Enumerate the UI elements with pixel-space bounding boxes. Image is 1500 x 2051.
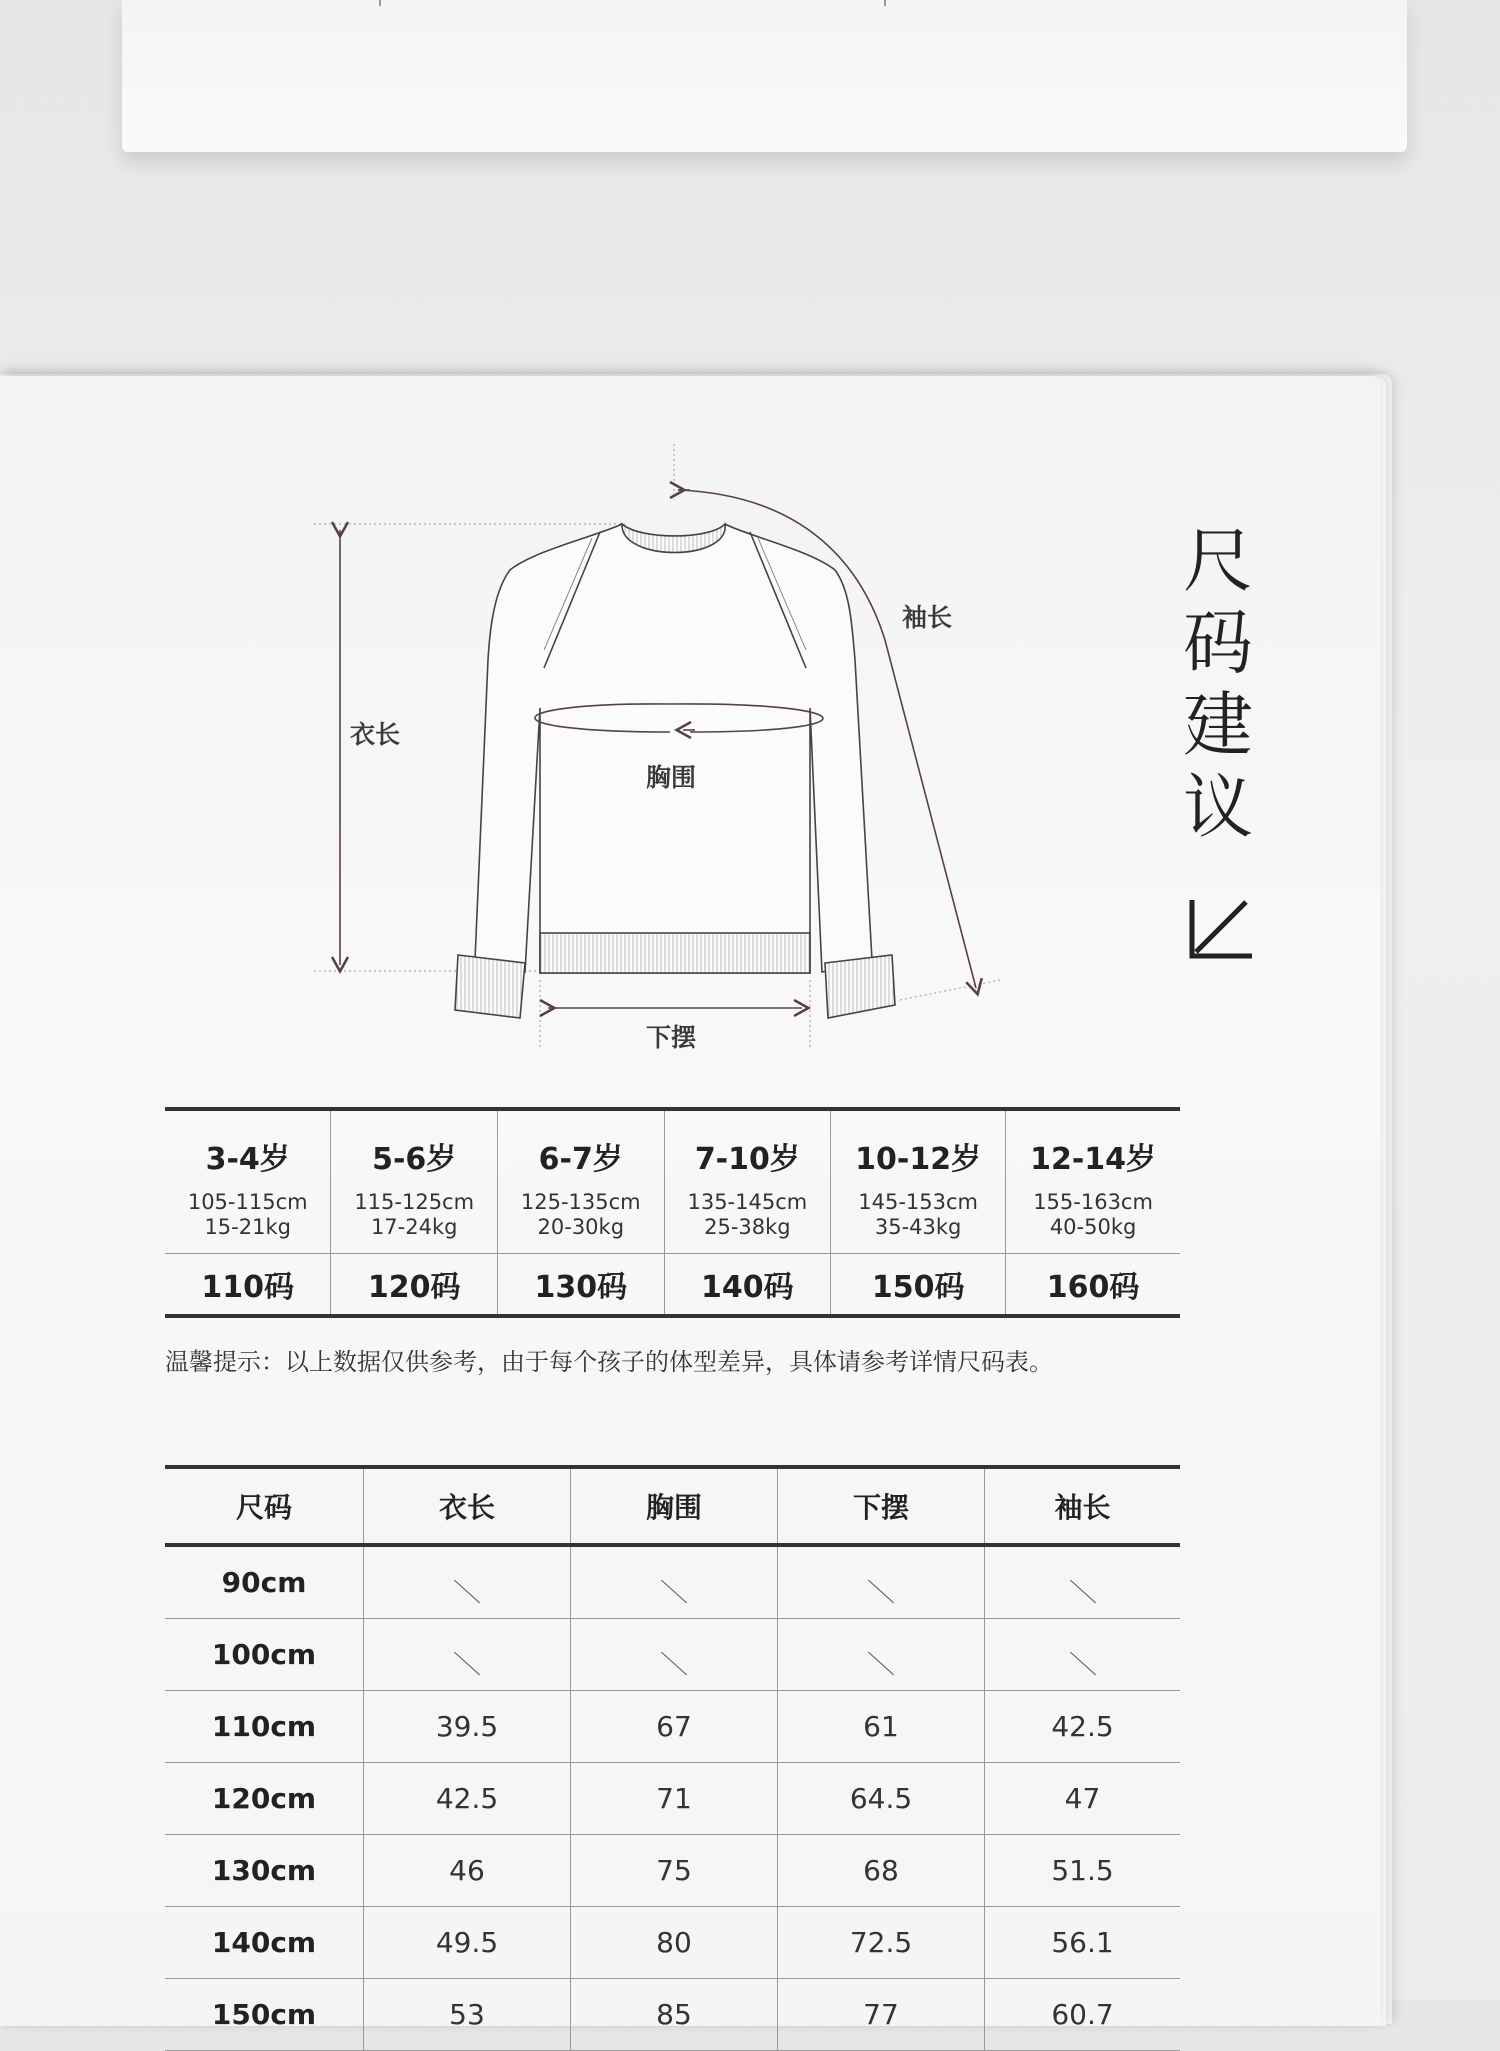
length-label: 衣长 (350, 720, 401, 749)
table-row (165, 1691, 1180, 1763)
empty-cell (985, 1619, 1181, 1691)
divider-tick (884, 0, 886, 6)
size-cell: 140cm (165, 1907, 364, 1979)
sleeve-cell: 60.7 (985, 1979, 1181, 2051)
slash-mark (868, 1652, 894, 1675)
size-cell: 90cm (165, 1545, 364, 1619)
size-code-row (165, 1254, 1180, 1317)
column-header: 胸围 (571, 1467, 778, 1545)
length-cell: 53 (364, 1979, 571, 2051)
empty-cell (364, 1545, 571, 1619)
chest-cell: 67 (571, 1691, 778, 1763)
length-cell: 42.5 (364, 1763, 571, 1835)
empty-cell (571, 1545, 778, 1619)
column-header: 衣长 (364, 1467, 571, 1545)
title-char: 建 (1183, 684, 1253, 766)
table-row (165, 1835, 1180, 1907)
table-row (165, 1545, 1180, 1619)
hem-cell: 68 (778, 1835, 985, 1907)
top-page-card (122, 0, 1407, 152)
column-header: 袖长 (985, 1467, 1181, 1545)
height-range: 155-163cm (1033, 1190, 1153, 1214)
slash-mark (454, 1652, 480, 1675)
table-row (165, 1907, 1180, 1979)
age-cell (165, 1109, 331, 1254)
size-code: 140码 (664, 1254, 831, 1317)
height-range: 115-125cm (354, 1190, 475, 1214)
age-cell (831, 1109, 1006, 1254)
weight-range: 20-30kg (537, 1215, 625, 1239)
height-range: 145-153cm (858, 1190, 979, 1214)
length-cell: 49.5 (364, 1907, 571, 1979)
age-cell (1006, 1109, 1180, 1254)
chest-label: 胸围 (646, 763, 697, 792)
chest-cell: 71 (571, 1763, 778, 1835)
empty-cell (778, 1545, 985, 1619)
empty-cell (778, 1619, 985, 1691)
table-header-row (165, 1467, 1180, 1545)
age-label: 10-12岁 (855, 1142, 982, 1177)
chest-cell: 80 (571, 1907, 778, 1979)
age-cell (497, 1109, 664, 1254)
hem-cell: 72.5 (778, 1907, 985, 1979)
weight-range: 15-21kg (204, 1215, 291, 1239)
slash-mark (454, 1580, 480, 1603)
sleeve-cell: 56.1 (985, 1907, 1181, 1979)
age-label: 5-6岁 (372, 1142, 457, 1177)
chest-cell: 75 (571, 1835, 778, 1907)
title-char: 码 (1183, 602, 1253, 684)
size-cell: 130cm (165, 1835, 364, 1907)
age-row (165, 1109, 1180, 1254)
tip-text: 温馨提示：以上数据仅供参考，由于每个孩子的体型差异，具体请参考详情尺码表。 (165, 1348, 1053, 1376)
sleeve-cell: 42.5 (985, 1691, 1181, 1763)
hem-cell: 61 (778, 1691, 985, 1763)
size-cell: 150cm (165, 1979, 364, 2051)
title-char: 议 (1183, 766, 1253, 848)
weight-range: 25-38kg (704, 1215, 791, 1239)
size-code: 150码 (831, 1254, 1006, 1317)
table-row (165, 1763, 1180, 1835)
empty-cell (571, 1619, 778, 1691)
table-row (165, 1619, 1180, 1691)
sweater-diagram (300, 440, 1060, 1060)
slash-mark (1070, 1652, 1096, 1675)
length-cell: 39.5 (364, 1691, 571, 1763)
size-cell: 120cm (165, 1763, 364, 1835)
chest-cell: 85 (571, 1979, 778, 2051)
age-cell (331, 1109, 498, 1254)
slash-mark (1070, 1580, 1096, 1603)
size-code: 130码 (497, 1254, 664, 1317)
page-title (1178, 520, 1258, 848)
size-cell: 110cm (165, 1691, 364, 1763)
weight-range: 35-43kg (874, 1215, 962, 1239)
sleeve-cell: 47 (985, 1763, 1181, 1835)
hem-cell: 77 (778, 1979, 985, 2051)
empty-cell (985, 1545, 1181, 1619)
weight-range: 17-24kg (370, 1215, 458, 1239)
height-range: 105-115cm (187, 1190, 308, 1214)
sleeve-label: 袖长 (902, 603, 953, 632)
title-char: 尺 (1183, 520, 1253, 602)
size-recommendation-table (165, 1107, 1180, 1318)
length-cell: 46 (364, 1835, 571, 1907)
measurement-table (165, 1465, 1180, 2051)
age-label: 12-14岁 (1030, 1142, 1157, 1177)
sleeve-cell: 51.5 (985, 1835, 1181, 1907)
table-row (165, 1979, 1180, 2051)
divider-tick (379, 0, 381, 6)
size-code: 160码 (1046, 1270, 1140, 1305)
slash-mark (661, 1580, 687, 1603)
hem-label: 下摆 (646, 1023, 697, 1052)
age-label: 3-4岁 (205, 1142, 290, 1177)
column-header: 尺码 (165, 1467, 364, 1545)
height-range: 135-145cm (687, 1190, 808, 1214)
age-label: 6-7岁 (538, 1142, 623, 1177)
weight-range: 40-50kg (1049, 1215, 1137, 1239)
empty-cell (364, 1619, 571, 1691)
hem-cell: 64.5 (778, 1763, 985, 1835)
age-label: 7-10岁 (694, 1142, 800, 1177)
slash-mark (661, 1652, 687, 1675)
slash-mark (868, 1580, 894, 1603)
height-range: 125-135cm (520, 1190, 641, 1214)
arrow-down-left-icon (1186, 898, 1256, 962)
column-header: 下摆 (778, 1467, 985, 1545)
size-code: 120码 (331, 1254, 498, 1317)
size-cell: 100cm (165, 1619, 364, 1691)
size-code: 110码 (165, 1254, 331, 1317)
age-cell (664, 1109, 831, 1254)
